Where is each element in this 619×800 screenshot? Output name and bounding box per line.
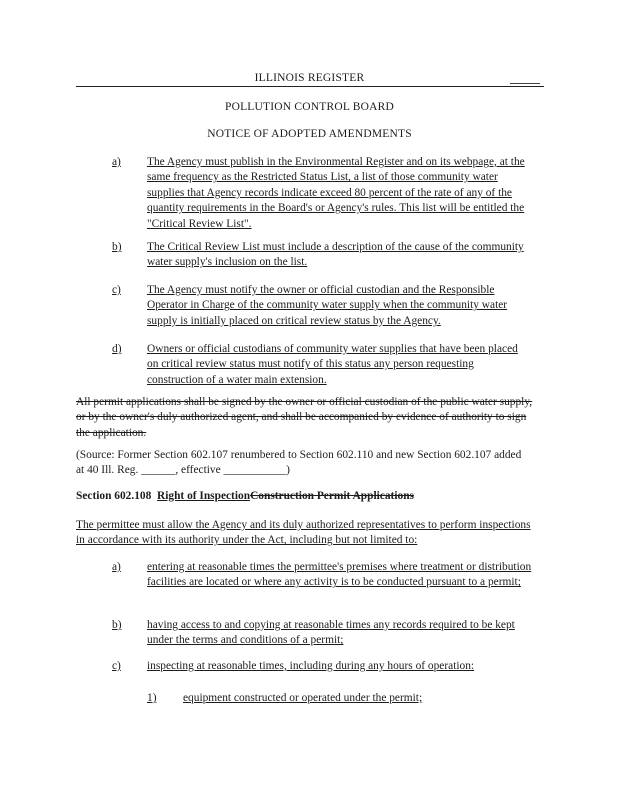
item-a-text: The Agency must publish in the Environmental Register and on its webpage, at the same frequency as the Restricted Status List, a list of those community water supplies that Agency records indicate exceed 80 percent of the rate of any of the quantity requirements in the Board's or Agency's rules. This list will be entitled the "Critical Review List". (147, 156, 525, 230)
item-d-label: d) (112, 343, 122, 355)
subitem-1-label: 1) (147, 692, 157, 704)
register-title: ILLINOIS REGISTER (254, 72, 365, 84)
section-heading (76, 489, 546, 504)
source-note: (Source: Former Section 602.107 renumbered to Section 602.110 and new Section 602.107 added at 40 Ill. Reg. ______, effective ___________) (76, 449, 522, 477)
item-d-text: Owners or official custodians of community water supplies that have been placed on critical review status must notify of this status any person requesting construction of a water main extension. (147, 343, 518, 386)
item-c-label: c) (112, 284, 121, 296)
board-title: POLLUTION CONTROL BOARD (224, 101, 394, 113)
struck-paragraph: All permit applications shall be signed by the owner or official custodian of the public water supply, or by the owner's duly authorized agent, and shall be accompanied by evidence of authority to sign the application. (76, 396, 533, 439)
item-a-label: a) (112, 156, 121, 168)
inspection-b-text: having access to and copying at reasonable times any records required to be kept under the terms and conditions of a permit; (147, 619, 515, 647)
item-c-text: The Agency must notify the owner or official custodian and the Responsible Operator in Charge of the community water supply when the community water supply is initially placed on critical review status by the Agency. (147, 284, 508, 327)
item-b-label: b) (112, 241, 122, 253)
subitem-1-text: equipment constructed or operated under the permit; (183, 692, 423, 704)
header-rule (76, 86, 544, 87)
inspection-a-text: entering at reasonable times the permittee's premises where treatment or distribution facilities are located or where any activity is to be conducted pursuant to a permit; (147, 561, 532, 589)
section-number: Section 602.108 (76, 490, 152, 502)
item-b-text: The Critical Review List must include a description of the cause of the community water supply's inclusion on the list. (147, 241, 524, 269)
inspection-a-label: a) (112, 561, 121, 573)
section-intro: The permittee must allow the Agency and its duly authorized representatives to perform inspections in accordance with its authority under the Act, including but not limited to: (76, 519, 531, 547)
section-new-title: Right of Inspection (157, 490, 251, 502)
section-old-title: Construction Permit Applications (250, 490, 414, 502)
notice-title: NOTICE OF ADOPTED AMENDMENTS (207, 128, 412, 140)
inspection-c-label: c) (112, 660, 121, 672)
inspection-c-text: inspecting at reasonable times, including during any hours of operation: (147, 660, 475, 672)
inspection-b-label: b) (112, 619, 122, 631)
